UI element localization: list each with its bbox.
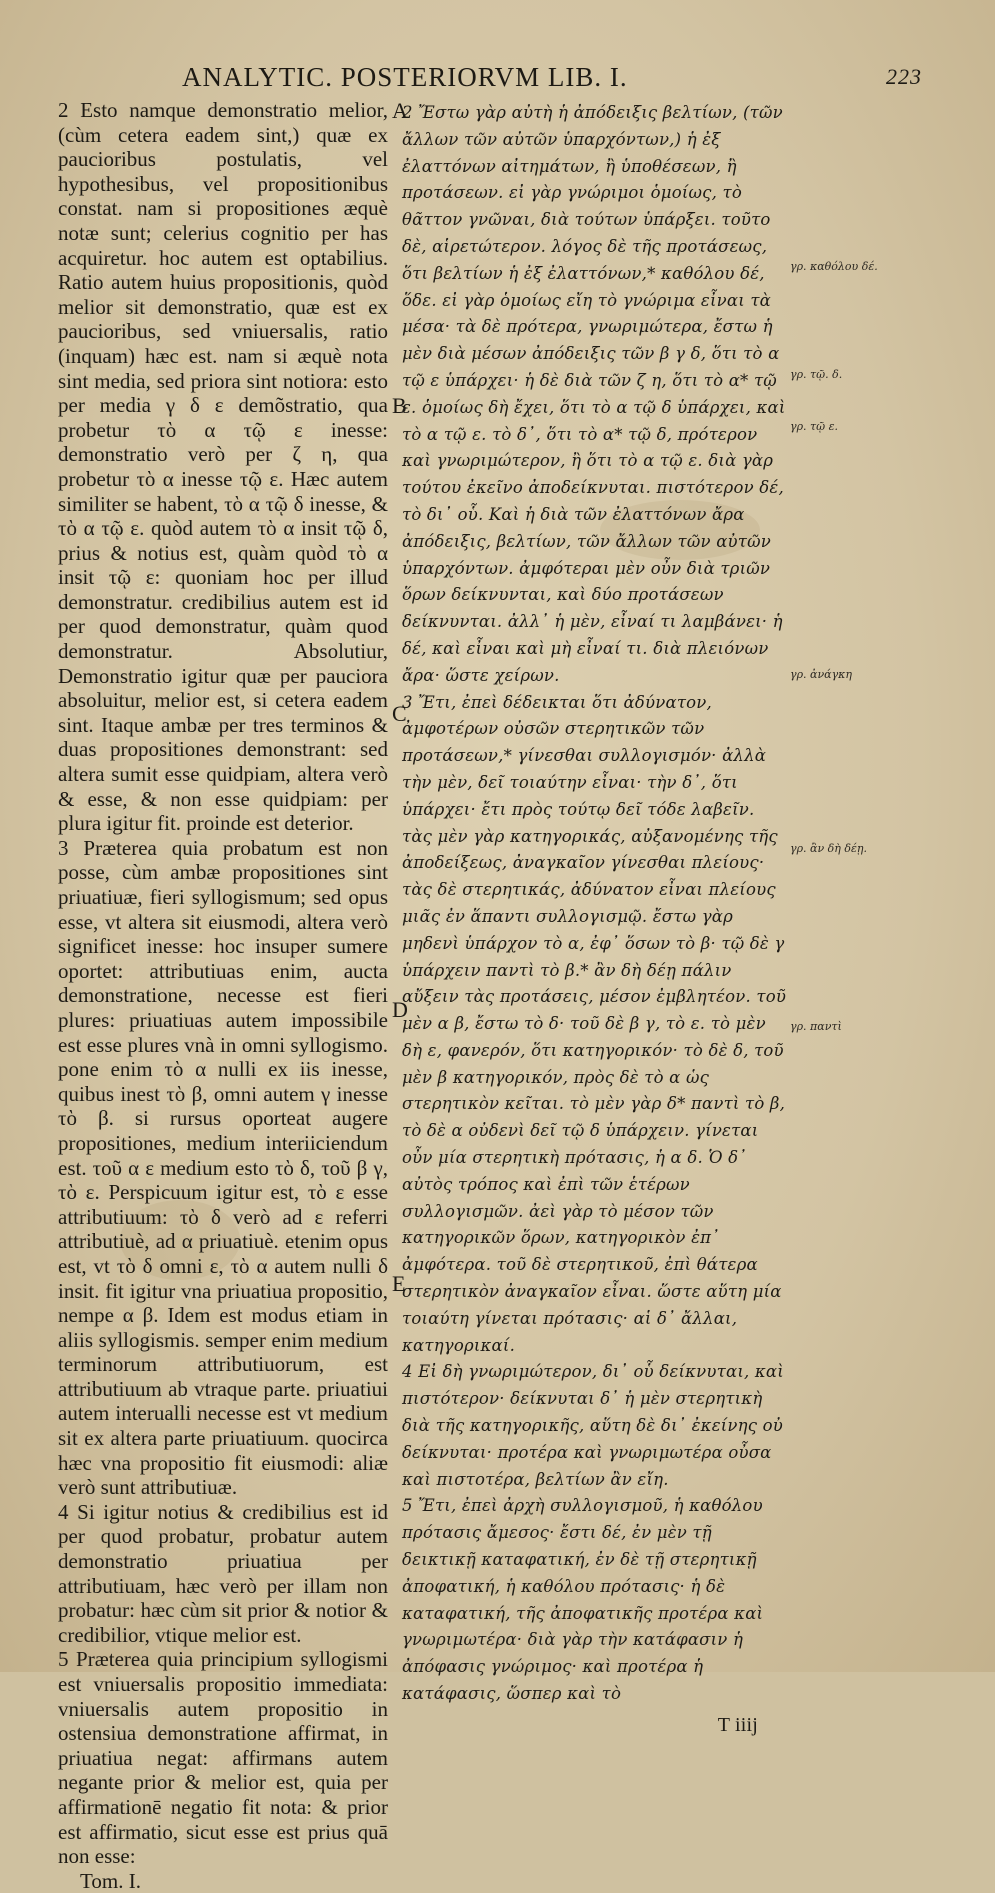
greek-column [402,100,788,1739]
signature-mark: T iiij [717,1713,758,1736]
section-marker: D [392,997,408,1022]
marginal-variant: γρ. παντὶ [790,1020,842,1033]
latin-paragraph: 4 Si igitur notius & credibilius est id per quod probatur, probatur autem demonstratio priuatiua per attributiuam, hæc verò per illam non probatur: hæc cùm sit prior & notior & credibilior, vtique melior est. [58,1499,388,1647]
section-marker: C [392,701,407,726]
marginal-variant: γρ. ἀνάγκη [790,668,852,681]
section-marker: B [392,393,407,418]
running-title: ANALYTIC. POSTERIORVM LIB. I. [182,62,628,92]
latin-column [58,98,388,1893]
greek-paragraph: 5 Ἔτι, ἐπεὶ ἀρχὴ συλλογισμοῦ, ἡ καθόλου πρότασις ἄμεσος· ἔστι δέ, ἐν μὲν τῇ δεικτικῇ καταφατική, ἐν δὲ τῇ στερητικῇ ἀποφατική, ἡ καθόλου πρότασις· ἡ δὲ καταφατική, τῆς ἀποφατικῆς προτέρα καὶ γνωριμωτέρα· διὰ γὰρ τὴν κατάφασιν ἡ ἀπόφασις γνώριμος· καὶ προτέρα ἡ κατάφασις, ὥσπερ καὶ τὸ [402,1496,764,1704]
marginal-variant: γρ. ἂν δὴ δέῃ. [790,842,867,855]
greek-paragraph: 2 Ἔστω γὰρ αὐτὴ ἡ ἀπόδειξις βελτίων, (τῶν ἄλλων τῶν αὐτῶν ὑπαρχόντων,) ἡ ἐξ ἐλαττόνων αἰτημάτων, ἢ ὑποθέσεων, ἢ προτάσεων. εἰ γὰρ γνώριμοι ὁμοίως, τὸ θᾶττον γνῶναι, διὰ τούτων ὑπάρξει. τοῦτο δὲ, αἱρετώτερον. λόγος δὲ τῆς προτάσεως, ὅτι βελτίων ἡ ἐξ ἐλαττόνων,* καθόλου δέ, ὅδε. εἰ γὰρ ὁμοίως εἴη τὸ γνώριμα εἶναι τὰ μέσα· τὰ δὲ πρότερα, γνωριμώτερα, ἔστω ἡ μὲν διὰ μέσων ἀπόδειξις τῶν β γ δ, ὅτι τὸ α τῷ ε ὑπάρχει· ἡ δὲ διὰ τῶν ζ η, ὅτι τὸ α* τῷ ε. ὁμοίως δὴ ἔχει, ὅτι τὸ α τῷ δ ὑπάρχει, καὶ τὸ α τῷ ε. τὸ δ᾽, ὅτι τὸ α* τῷ δ, πρότερον καὶ γνωριμώτερον, ἢ ὅτι τὸ α τῷ ε. διὰ γὰρ τούτου ἐκεῖνο ἀποδείκνυται. πιστότερον δέ, τὸ δι᾽ οὗ. Καὶ ἡ διὰ τῶν ἐλαττόνων ἄρα ἀπόδειξις, βελτίων, τῶν ἄλλων τῶν αὐτῶν ὑπαρχόντων. ἀμφότεραι μὲν οὖν διὰ τριῶν ὅρων δείκνυνται, καὶ δύο προτάσεων δείκνυνται. ἀλλ᾽ ἡ μὲν, εἶναί τι λαμβάνει· ἡ δέ, καὶ εἶναι καὶ μὴ εἶναί τι. διὰ πλειόνων ἄρα· ὥστε χείρων. [402,103,786,685]
page-number: 223 [886,64,922,89]
greek-paragraph: 3 Ἔτι, ἐπεὶ δέδεικται ὅτι ἀδύνατον, ἀμφοτέρων οὐσῶν στερητικῶν τῶν προτάσεων,* γίνεσθαι συλλογισμόν· ἀλλὰ τὴν μὲν, δεῖ τοιαύτην εἶναι· τὴν δ᾽, ὅτι ὑπάρχει· ἔτι πρὸς τούτῳ δεῖ τόδε λαβεῖν. τὰς μὲν γὰρ κατηγορικάς, αὐξανομένης τῆς ἀποδείξεως, ἀναγκαῖον γίνεσθαι πλείους· τὰς δὲ στερητικάς, ἀδύνατον εἶναι πλείους μιᾶς ἐν ἅπαντι συλλογισμῷ. ἔστω γὰρ μηδενὶ ὑπάρχον τὸ α, ἐφ᾽ ὅσων τὸ β· τῷ δὲ γ ὑπάρχειν παντὶ τὸ β.* ἂν δὴ δέῃ πάλιν αὔξειν τὰς προτάσεις, μέσον ἐμβλητέον. τοῦ μὲν α β, ἔστω τὸ δ· τοῦ δὲ β γ, τὸ ε. τὸ μὲν δὴ ε, φανερόν, ὅτι κατηγορικόν· τὸ δὲ δ, τοῦ μὲν β κατηγορικόν, πρὸς δὲ τὸ α ὡς στερητικὸν κεῖται. τὸ μὲν γὰρ δ* παντὶ τὸ β, τὸ δὲ α οὐδενὶ δεῖ τῷ δ ὑπάρχειν. γίνεται οὖν μία στερητικὴ πρότασις, ἡ α δ. Ὁ δ᾽ αὐτὸς τρόπος καὶ ἐπὶ τῶν ἑτέρων συλλογισμῶν. ἀεὶ γὰρ τὸ μέσον τῶν κατηγορικῶν ὅρων, κατηγορικὸν ἐπ᾽ ἀμφότερα. τοῦ δὲ στερητικοῦ, ἐπὶ θάτερα στερητικὸν ἀναγκαῖον εἶναι. ὥστε αὕτη μία τοιαύτη γίνεται πρότασις· αἱ δ᾽ ἄλλαι, κατηγορικαί. [402,692,787,1355]
volume-signature: Tom. I. [80,1868,141,1893]
latin-paragraph: 2 Esto namque demonstratio melior, (cùm cetera eadem sint,) quæ ex paucioribus postulatis, vel hypothesibus, vel propositionibus constat. nam si propositiones æquè notæ sunt; celerius cognitio per has acquiretur. hoc autem est optabilius. Ratio autem huius propositionis, quòd melior sit demonstratio, quæ est ex paucioribus, sed vniuersalis, ratio (inquam) hæc est. nam si æquè nota sint media, sed priora sint notiora: esto per media γ δ ε demõstratio, qua probetur τὸ α τῷ ε inesse: demonstratio verò per ζ η, qua probetur τὸ α inesse τῷ ε. Hæc autem similiter se habent, τὸ α τῷ δ inesse, & τὸ α τῷ ε. quòd autem τὸ α insit τῷ δ, prius & notius est, quàm quòd τὸ α insit τῷ ε: quoniam hoc per illud demonstratur. credibilius autem est id per quod demonstratur, quàm quod demonstratur. Absolutiur, Demonstratio igitur quæ per pauciora absoluitur, melior est, si cetera eadem sint. Itaque ambæ per tres terminos & duas propositiones demonstrant: sed altera sumit esse quidpiam, altera verò & esse, & non esse quidpiam: per plura igitur fit. proinde est deterior. [58,98,388,836]
latin-paragraph: 3 Præterea quia probatum est non posse, cùm ambæ propositiones sint priuatiuæ, fieri syllogismum; sed opus esse, vt altera sit eiusmodi, altera verò significet inesse: hoc insuper sumere oportet: attributiuas enim, aucta demonstratione, necesse est fieri plures: priuatiuas autem impossibile est esse plures vnà in omni syllogismo. pone enim τὸ α nulli ex iis inesse, quibus inest τὸ β, omni autem γ inesse τὸ β. si rursus oporteat augere propositiones, medium interiiciendum est. τοῦ α ε medium esto τὸ δ, τοῦ β γ, τὸ ε. Perspicuum igitur est, τὸ ε esse attributiuum: τὸ δ verò ad ε referri attributiuè, ad α priuatiuè. etenim opus est, vt τὸ δ omni ε, τὸ α autem nulli δ insit. fit igitur vna priuatiua propositio, nempe α β. Idem est modus etiam in aliis syllogismis. semper enim medium terminorum attributiuorum, est attributiuum ab vtraque parte. priuatiui autem interualli necesse est vt medium sit ex altera parte priuatiuum. quocirca hæc vna propositio fit eiusmodi: aliæ verò sunt attributiuæ. [58,835,388,1500]
marginal-variant: γρ. τῷ. δ. [790,368,843,381]
section-marker: A [392,98,408,123]
greek-paragraph: 4 Εἰ δὴ γνωριμώτερον, δι᾽ οὗ δείκνυται, καὶ πιστότερον· δείκνυται δ᾽ ἡ μὲν στερητικὴ διὰ τῆς κατηγορικῆς, αὕτη δὲ δι᾽ ἐκείνης οὐ δείκνυται· προτέρα καὶ γνωριμωτέρα οὖσα καὶ πιστοτέρα, βελτίων ἂν εἴη. [402,1362,784,1489]
marginal-variant: γρ. τῷ ε. [790,420,838,433]
section-marker: E [392,1271,406,1296]
page-header [182,62,922,96]
marginal-variant: γρ. καθόλου δέ. [790,260,878,273]
latin-paragraph: 5 Præterea quia principium syllogismi est vniuersalis propositio immediata: vniuersalis autem propositio in ostensiua demonstratione affirmat, in priuatiua negat: affirmans autem negante prior & melior est, quia per affirmationē negatio fit nota: & prior est affirmatio, sicut esse est prius quā non esse: [58,1647,388,1869]
